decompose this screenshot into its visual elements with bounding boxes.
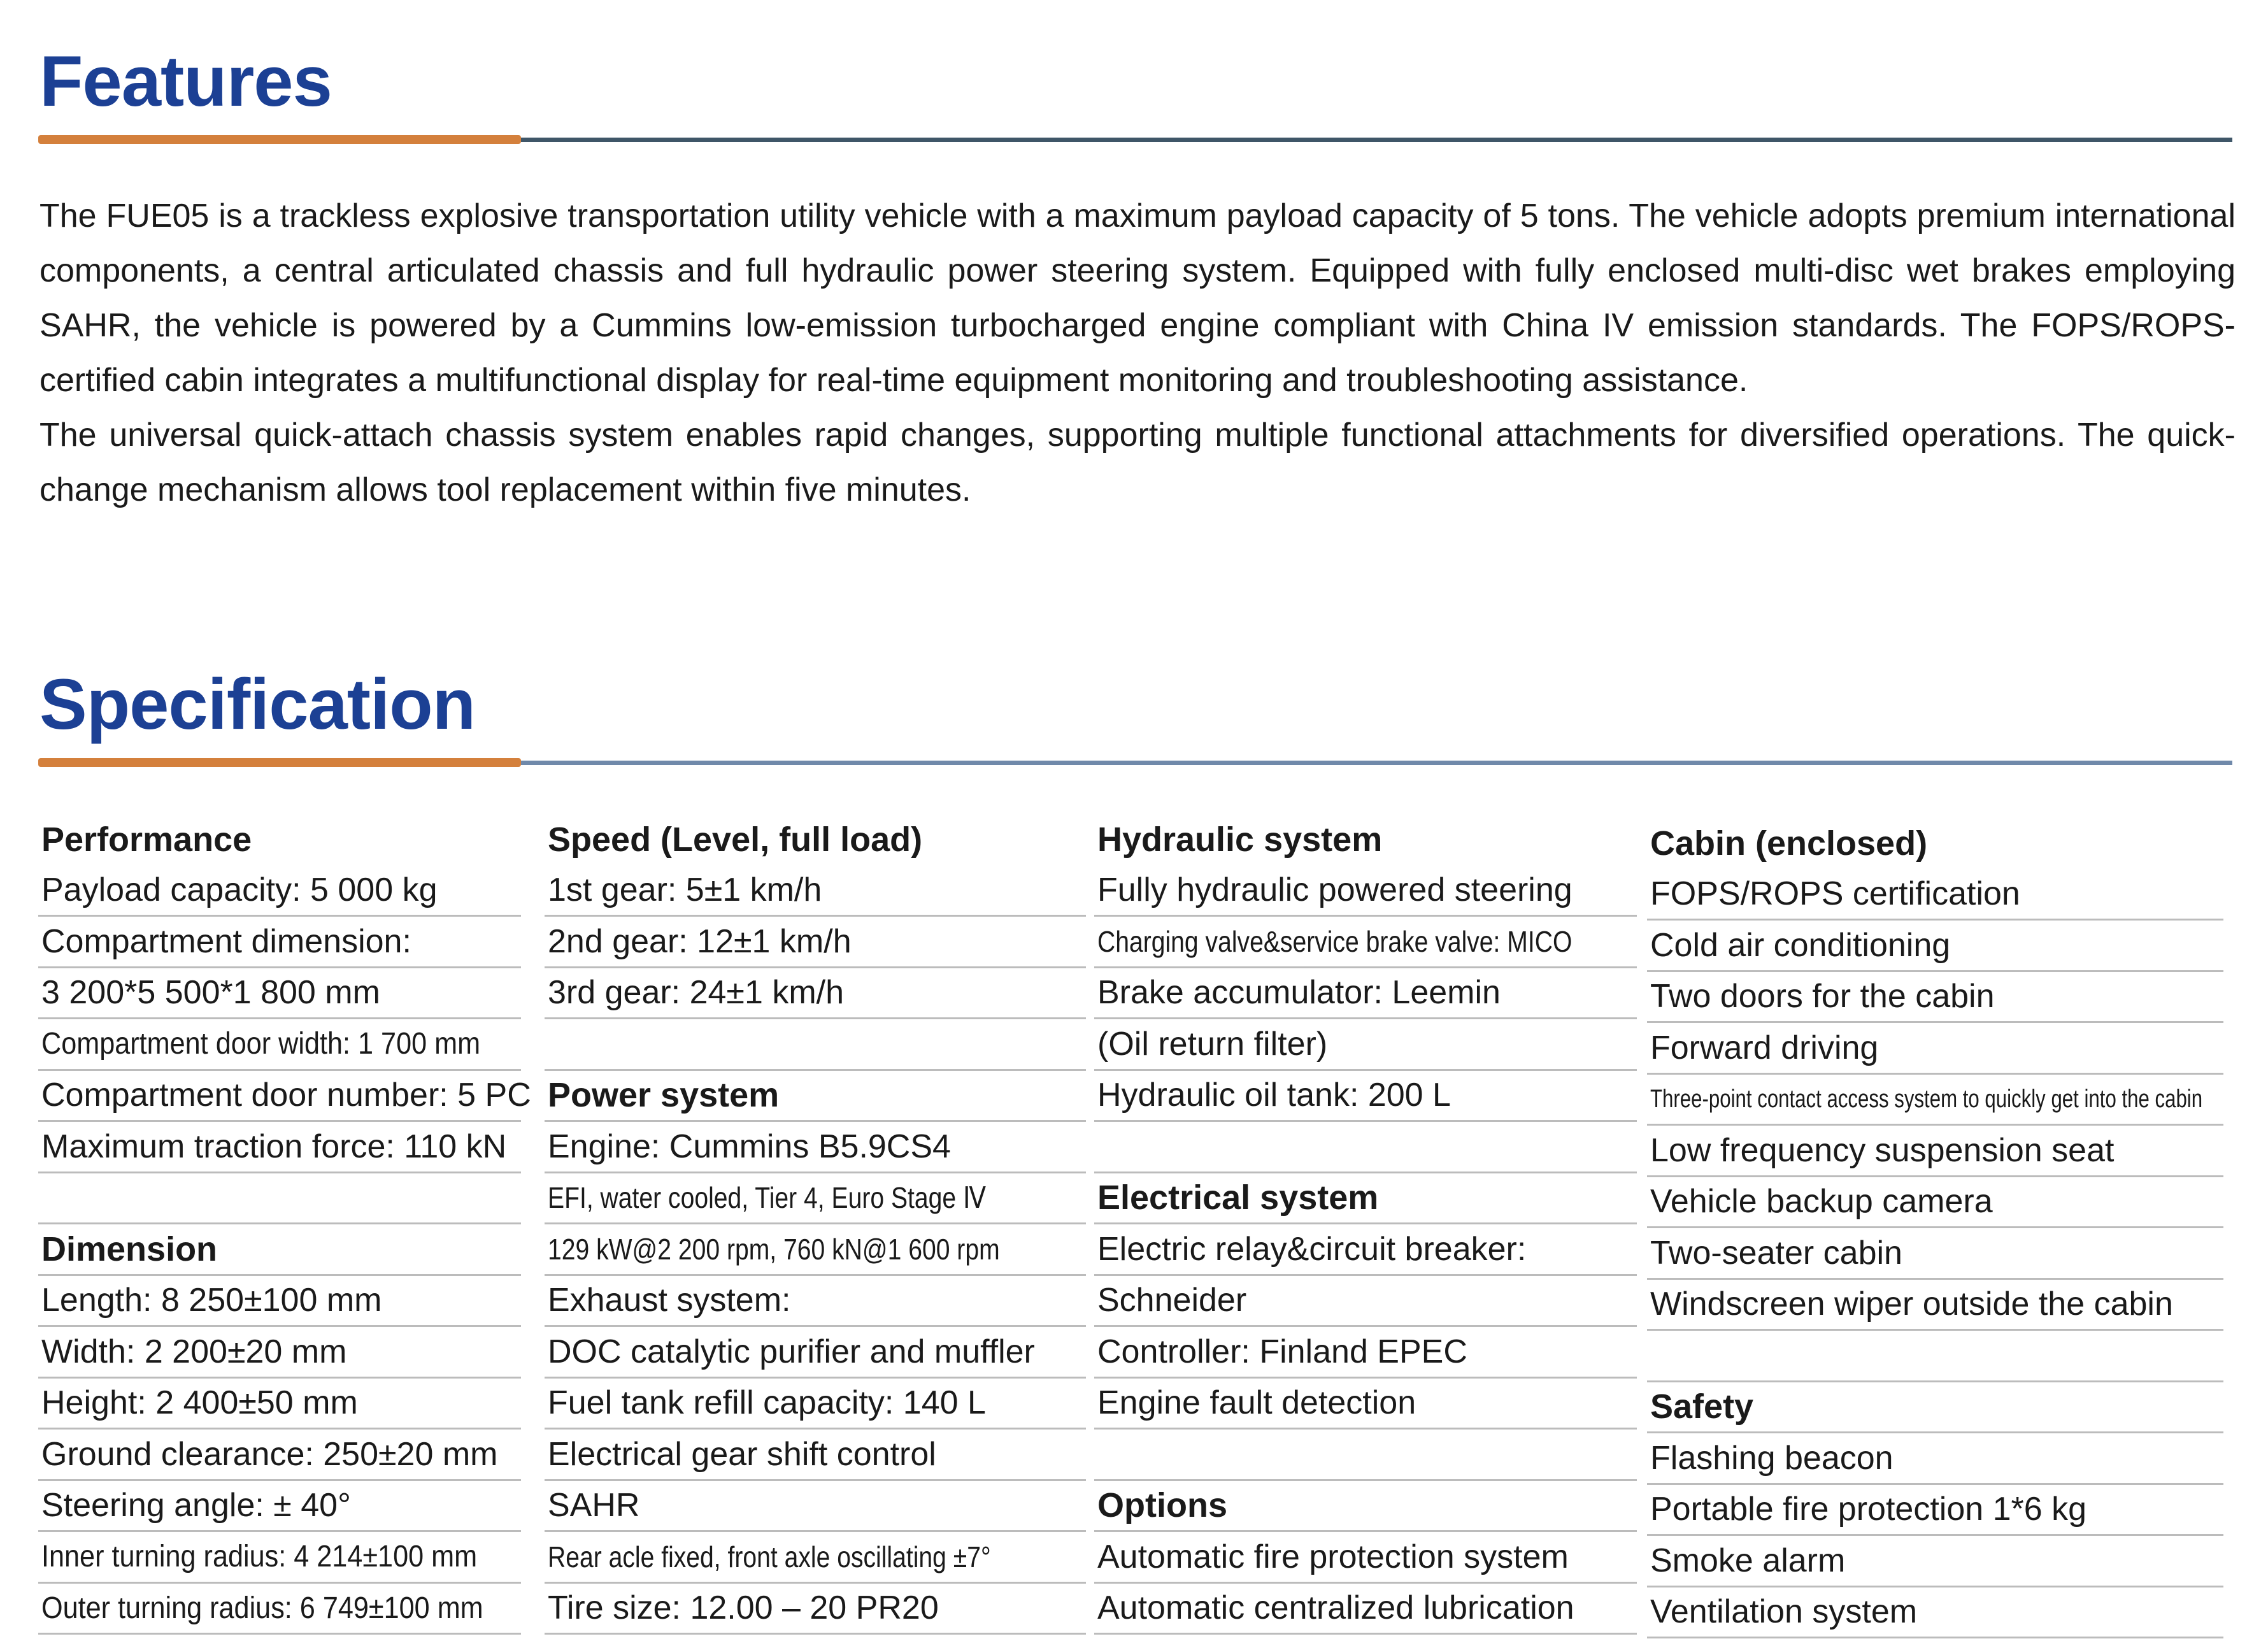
spec-row-text: Forward driving <box>1650 1029 1879 1066</box>
features-paragraph: The FUE05 is a trackless explosive transportation utility vehicle with a maximum payload capacity of 5 tons. The vehicle adopts premium international components, a central articulated chassis and full hydraulic power steering system. Equipped with fully enclosed multi-disc wet brakes employing SAHR, the vehicle is powered by a Cummins low-emission turbocharged engine compliant with China IV emission standards. The FOPS/ROPS-certified cabin integrates a multifunctional display for real-time equipment monitoring and troubleshooting assistance. <box>39 197 2236 399</box>
spec-section-header-row <box>38 1224 521 1276</box>
spec-row-text: Controller: Finland EPEC <box>1097 1333 1467 1370</box>
spec-row-text: Automatic fire protection system <box>1097 1538 1569 1575</box>
spec-row <box>38 1430 521 1481</box>
spec-row <box>1094 866 1637 917</box>
spec-row <box>1094 968 1637 1020</box>
spec-row <box>1647 1485 2223 1537</box>
spec-row-text: Performance <box>41 820 252 859</box>
spec-row <box>1647 1536 2223 1587</box>
spec-row-text: Engine: Cummins B5.9CS4 <box>548 1128 951 1165</box>
spec-row <box>1647 921 2223 972</box>
spec-section-header-row <box>545 1071 1086 1122</box>
spec-row <box>38 1071 531 1122</box>
spec-row-text: Safety <box>1650 1387 1754 1426</box>
spec-row <box>1094 1532 1637 1584</box>
spec-row <box>1094 1276 1637 1328</box>
spec-row-text: Engine fault detection <box>1097 1384 1416 1422</box>
spec-row-text: Hydraulic system <box>1097 820 1383 859</box>
spec-row-text: Fuel tank refill capacity: 140 L <box>548 1384 986 1422</box>
spec-row-text: FOPS/ROPS certification <box>1650 875 2020 913</box>
spec-row-blank <box>1094 1122 1637 1173</box>
spec-row-text: Vehicle backup camera <box>1650 1183 1993 1221</box>
spec-section-header-row <box>1647 1382 2223 1434</box>
spec-column-speed-and-power-system <box>545 814 1086 1635</box>
spec-row <box>38 1532 521 1584</box>
features-paragraph: The universal quick-attach chassis system enables rapid changes, supporting multiple functional attachments for diversified operations. The quick-change mechanism allows tool replacement within five minutes. <box>39 417 2236 508</box>
spec-row <box>38 1584 521 1635</box>
spec-row-text: (Oil return filter) <box>1097 1025 1328 1063</box>
spec-row-text: Compartment dimension: <box>41 922 411 960</box>
spec-row-text: Electric relay&circuit breaker: <box>1097 1230 1527 1268</box>
spec-row-blank <box>1094 1430 1637 1481</box>
spec-row <box>1647 870 2223 921</box>
spec-row-text: Automatic centralized lubrication <box>1097 1589 1574 1627</box>
spec-row-text: Two doors for the cabin <box>1650 978 1995 1015</box>
spec-section-header-row <box>545 814 1086 866</box>
spec-row-text: Ventilation system <box>1650 1593 1918 1631</box>
spec-row-blank <box>38 1173 521 1225</box>
spec-row-text: Brake accumulator: Leemin <box>1097 974 1501 1012</box>
spec-row <box>1647 1433 2223 1485</box>
spec-row <box>38 1122 521 1173</box>
spec-row-text: Low frequency suspension seat <box>1650 1131 2115 1169</box>
spec-row-text: Hydraulic oil tank: 200 L <box>1097 1077 1451 1114</box>
spec-row <box>1647 1075 2223 1126</box>
spec-row-text: 3rd gear: 24±1 km/h <box>548 974 845 1012</box>
spec-row-text: Cabin (enclosed) <box>1650 824 1928 863</box>
spec-row <box>1094 917 1637 968</box>
specification-underline <box>38 758 2232 767</box>
spec-row <box>1094 1379 1637 1430</box>
spec-row <box>545 1481 1086 1533</box>
spec-row-text: Portable fire protection 1*6 kg <box>1650 1491 2087 1528</box>
spec-row-text: Width: 2 200±20 mm <box>41 1333 347 1370</box>
spec-row <box>545 917 1086 968</box>
spec-row-text: Power system <box>548 1076 780 1115</box>
spec-row-text: Exhaust system: <box>548 1282 791 1319</box>
specification-underline-orange-segment <box>38 758 521 767</box>
spec-row-text: Length: 8 250±100 mm <box>41 1282 382 1319</box>
spec-row <box>1094 1584 1637 1635</box>
spec-row-text: Dimension <box>41 1229 218 1268</box>
specification-title: Specification <box>39 664 476 744</box>
spec-row-text: Smoke alarm <box>1650 1542 1846 1579</box>
features-title: Features <box>39 41 332 121</box>
spec-row-text: Steering angle: ± 40° <box>41 1487 351 1524</box>
features-paragraphs <box>39 189 2236 517</box>
spec-row <box>1647 1023 2223 1075</box>
spec-row <box>38 1481 521 1533</box>
spec-row <box>38 1379 521 1430</box>
features-underline-rule-line <box>521 138 2232 142</box>
spec-row <box>545 1173 1086 1225</box>
spec-row <box>545 1122 1086 1173</box>
spec-row-text: Flashing beacon <box>1650 1439 1894 1477</box>
spec-section-header-row <box>1094 1173 1637 1225</box>
spec-row-text: Electrical gear shift control <box>548 1435 936 1473</box>
spec-row <box>1094 1019 1637 1071</box>
spec-row <box>545 1224 1086 1276</box>
spec-row-text: Options <box>1097 1486 1227 1525</box>
spec-row <box>1647 972 2223 1024</box>
spec-row-text: 129 kW@2 200 rpm, 760 kN@1 600 rpm <box>548 1232 1000 1266</box>
spec-row <box>545 866 1086 917</box>
spec-row-blank <box>1647 1331 2223 1382</box>
spec-row <box>1094 1071 1637 1122</box>
spec-row <box>38 1276 521 1328</box>
spec-row <box>1647 1126 2223 1177</box>
spec-row-text: DOC catalytic purifier and muffler <box>548 1333 1035 1370</box>
spec-row <box>1647 1587 2223 1639</box>
spec-row <box>38 866 521 917</box>
spec-row <box>1094 1224 1637 1276</box>
spec-row <box>545 1379 1086 1430</box>
spec-row-text: Windscreen wiper outside the cabin <box>1650 1286 2173 1323</box>
features-underline <box>38 135 2232 144</box>
spec-row-text: EFI, water cooled, Tier 4, Euro Stage Ⅳ <box>548 1181 987 1215</box>
spec-row <box>38 968 521 1020</box>
spec-row-text: Three-point contact access system to quickly get into the cabin <box>1650 1084 2203 1113</box>
spec-section-header-row <box>1647 818 2223 870</box>
spec-row <box>545 1276 1086 1328</box>
spec-row-text: Schneider <box>1097 1282 1247 1319</box>
spec-row-text: Tire size: 12.00 – 20 PR20 <box>548 1589 939 1627</box>
spec-row-text: Cold air conditioning <box>1650 926 1951 964</box>
spec-section-header-row <box>38 814 521 866</box>
spec-row-text: 3 200*5 500*1 800 mm <box>41 974 380 1012</box>
spec-row-text: Inner turning radius: 4 214±100 mm <box>41 1540 478 1574</box>
spec-row <box>38 1019 521 1071</box>
spec-row <box>545 1532 1086 1584</box>
spec-row <box>545 968 1086 1020</box>
spec-row <box>38 917 521 968</box>
spec-column-performance-and-dimension <box>38 814 531 1635</box>
spec-row <box>545 1584 1086 1635</box>
spec-row-text: Speed (Level, full load) <box>548 820 923 859</box>
spec-row-text: 2nd gear: 12±1 km/h <box>548 922 852 960</box>
spec-row-text: Outer turning radius: 6 749±100 mm <box>41 1591 483 1625</box>
spec-row <box>1647 1280 2223 1331</box>
spec-row-text: Compartment door number: 5 PC <box>41 1077 531 1114</box>
spec-row-text: SAHR <box>548 1487 640 1524</box>
spec-section-header-row <box>1094 1481 1637 1533</box>
spec-row-text: 1st gear: 5±1 km/h <box>548 871 822 909</box>
spec-row <box>545 1327 1086 1379</box>
spec-row-text: Maximum traction force: 110 kN <box>41 1128 507 1165</box>
spec-row <box>545 1430 1086 1481</box>
spec-row-text: Electrical system <box>1097 1179 1379 1217</box>
features-underline-orange-segment <box>38 135 521 144</box>
spec-row <box>1647 1228 2223 1280</box>
spec-row-blank <box>545 1019 1086 1071</box>
spec-row-text: Ground clearance: 250±20 mm <box>41 1435 498 1473</box>
specification-underline-rule-line <box>521 761 2232 765</box>
spec-row-text: Rear acle fixed, front axle oscillating ±7° <box>548 1540 991 1573</box>
spec-section-header-row <box>1094 814 1637 866</box>
spec-row <box>1647 1177 2223 1229</box>
spec-row-text: Payload capacity: 5 000 kg <box>41 871 438 909</box>
spec-row-text: Fully hydraulic powered steering <box>1097 871 1573 909</box>
spec-row <box>1094 1327 1637 1379</box>
spec-row <box>38 1327 521 1379</box>
spec-column-hydraulic-electrical-options <box>1094 814 1637 1635</box>
spec-row-text: Charging valve&service brake valve: MICO <box>1097 924 1573 958</box>
spec-row-text: Two-seater cabin <box>1650 1234 1902 1272</box>
spec-column-cabin-and-safety <box>1647 818 2223 1638</box>
spec-row-text: Compartment door width: 1 700 mm <box>41 1027 481 1061</box>
spec-row-text: Height: 2 400±50 mm <box>41 1384 358 1422</box>
